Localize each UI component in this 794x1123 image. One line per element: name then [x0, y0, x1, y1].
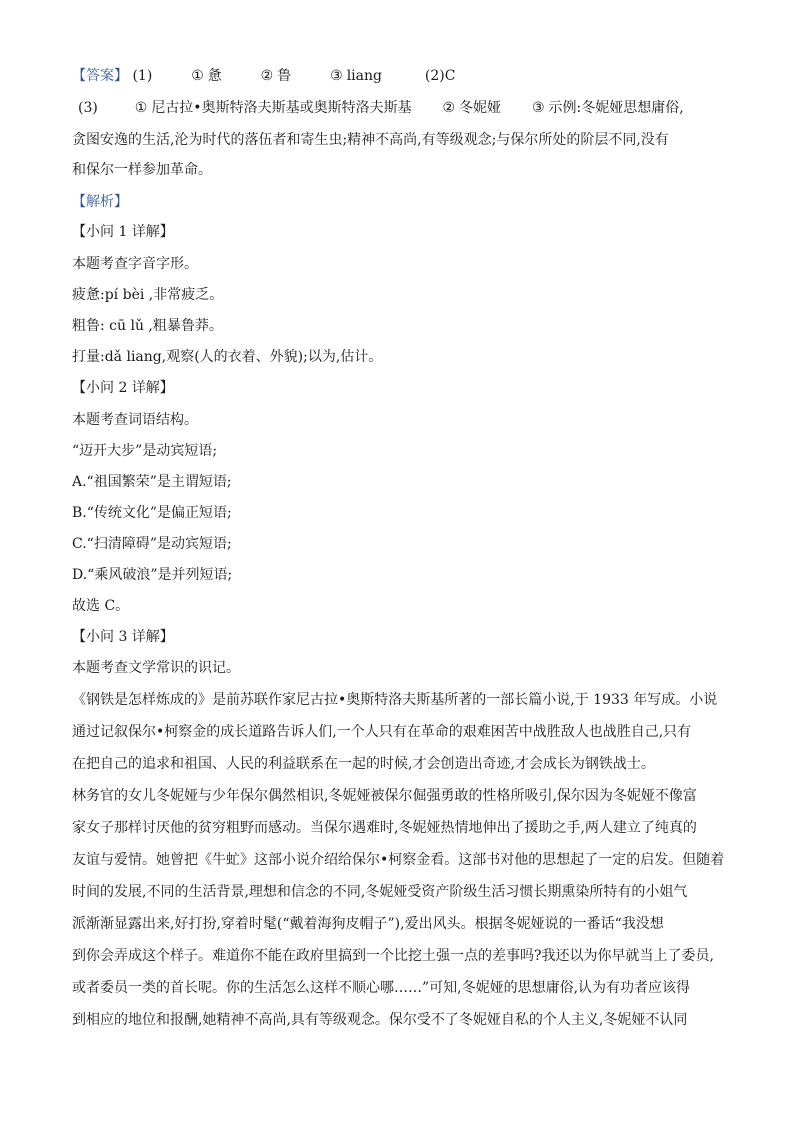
q2-line-4: B.“传统文化”是偏正短语; — [72, 505, 232, 521]
answer-1-item-1-text: 惫 — [207, 68, 222, 84]
answer-3-item-2-num: ② — [442, 100, 456, 116]
q2-line-5: C.“扫清障碍”是动宾短语; — [72, 536, 232, 552]
q2-heading: 【小问 2 详解】 — [72, 380, 174, 396]
answer-label: 【答案】 — [72, 68, 128, 84]
q1-heading: 【小问 1 详解】 — [72, 224, 174, 240]
q2-line-3: A.“祖国繁荣”是主谓短语; — [72, 474, 232, 490]
q3-line-7: 友谊与爱情。她曾把《牛虻》这部小说介绍给保尔•柯察金看。这部书对他的思想起了一定的启发。但随着 — [72, 852, 725, 868]
q3-line-6: 家女子那样讨厌他的贫穷粗野而感动。当保尔遇难时,冬妮娅热情地伸出了援助之手,两人建立了纯真的 — [72, 820, 697, 836]
answer-part-1-marker: (1) — [132, 68, 153, 84]
q3-line-2: 《钢铁是怎样炼成的》是前苏联作家尼古拉•奥斯特洛夫斯基所著的一部长篇小说,于 1933 年写成。小说 — [72, 692, 718, 708]
q3-heading: 【小问 3 详解】 — [72, 629, 174, 645]
q1-line-2: 疲惫:pí bèi ,非常疲乏。 — [72, 287, 224, 303]
q3-line-10: 到你会弄成这个样子。难道你不能在政府里搞到一个比挖土强一点的差事吗?我还以为你早就当上了委员, — [72, 948, 714, 964]
answer-line-2 — [78, 95, 738, 121]
q3-line-3: 通过记叙保尔•柯察金的成长道路告诉人们,一个人只有在革命的艰难困苦中战胜敌人也战胜自己,只有 — [72, 724, 692, 740]
answer-line-4: 和保尔一样参加革命。 — [72, 162, 212, 178]
q1-line-1: 本题考查字音字形。 — [72, 256, 198, 272]
analysis-label: 【解析】 — [72, 194, 128, 210]
answer-3-item-2-text: 冬妮娅 — [459, 100, 502, 116]
answer-3-item-1-num: ① — [134, 100, 148, 116]
answer-3-item-3-num: ③ — [531, 100, 545, 116]
answer-3-item-3-text: 示例:冬妮娅思想庸俗, — [548, 100, 684, 116]
answer-3-item-1-text: 尼古拉•奥斯特洛夫斯基或奥斯特洛夫斯基 — [151, 100, 412, 116]
q2-line-7: 故选 C。 — [72, 598, 130, 614]
q2-line-2: “迈开大步”是动宾短语; — [72, 443, 218, 459]
answer-part-2: (2)C — [424, 68, 456, 84]
q2-line-1: 本题考查词语结构。 — [72, 412, 198, 428]
q3-line-1: 本题考查文学常识的识记。 — [72, 660, 240, 676]
q3-line-9: 派渐渐显露出来,好打扮,穿着时髦(“戴着海狗皮帽子”),爱出风头。根据冬妮娅说的一番话“我没想 — [72, 916, 664, 932]
q3-line-12: 到相应的地位和报酬,她精神不高尚,具有等级观念。保尔受不了冬妮娅自私的个人主义,冬妮娅不认同 — [72, 1012, 688, 1028]
answer-line-1 — [72, 63, 732, 89]
q3-line-5: 林务官的女儿冬妮娅与少年保尔偶然相识,冬妮娅被保尔倔强勇敢的性格所吸引,保尔因为冬妮娅不像富 — [72, 788, 697, 804]
answer-part-3-marker: (3) — [78, 100, 98, 116]
answer-line-3: 贪图安逸的生活,沦为时代的落伍者和寄生虫;精神不高尚,有等级观念;与保尔所处的阶层不同,没有 — [72, 132, 669, 148]
q3-line-8: 时间的发展,不同的生活背景,理想和信念的不同,冬妮娅受资产阶级生活习惯长期熏染所特有的小姐气 — [72, 884, 688, 900]
answer-1-item-2-num: ② — [260, 68, 274, 84]
q2-line-6: D.“乘风破浪”是并列短语; — [72, 567, 233, 583]
q1-line-3: 粗鲁: cū lǔ ,粗暴鲁莽。 — [72, 318, 223, 334]
q3-line-4: 在把自己的追求和祖国、人民的利益联系在一起的时候,才会创造出奇迹,才会成长为钢铁战士。 — [72, 756, 655, 772]
answer-1-item-1-num: ① — [191, 68, 204, 84]
answer-1-item-3-text: liang — [346, 68, 382, 84]
q1-line-4: 打量:dǎ liang,观察(人的衣着、外貌);以为,估计。 — [72, 349, 383, 365]
answer-1-item-2-text: 鲁 — [277, 68, 292, 84]
answer-1-item-3-num: ③ — [330, 68, 343, 84]
q3-line-11: 或者委员一类的首长呢。你的生活怎么这样不顺心哪……”可知,冬妮娅的思想庸俗,认为有功者应该得 — [72, 980, 691, 996]
